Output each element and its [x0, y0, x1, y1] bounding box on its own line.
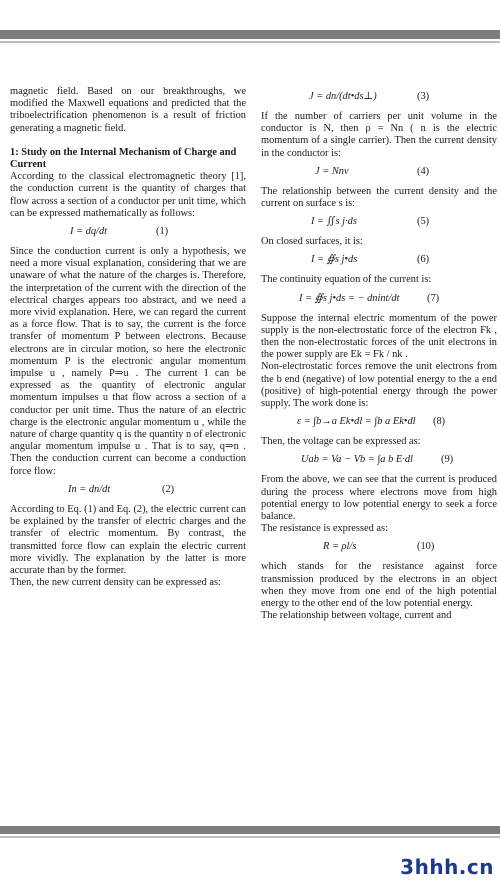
equation-1 — [10, 223, 246, 243]
equation-4-number: (4) — [417, 165, 430, 177]
equation-8 — [261, 413, 497, 433]
equation-9-number: (9) — [441, 454, 454, 466]
paragraph-force-flow: Since the conduction current is only a hypothesis, we need a more visual explanation, considering that we are unaware of what the nature of the charges is. Therefore, the interpretation of the current with the direction of the electrical charges appears too abstract, and we need a more vivid explanation. Here, we can regard the current as a force flow. That is to say, the current is the force transfer of momentum P between electrons. Because electrons are in circular motion, so here the electronic momentum P is the electronic angular momentum impulse u , namely P⇒u . The current I can be expressed as the quantity of electronic angular momentum impulses u that flow across a section of a conductor per unit time. Thus the nature of an electric charge is the electronic angular momentum u , while the nature of charge quantity q is the quantity n of electronic angular momentum impulse u . That is to say, q⇒n . Then the conduction current can become a conduction force flow: — [10, 246, 246, 477]
equation-6-number: (6) — [417, 254, 430, 266]
equation-7-formula: I = ∯s j•ds = − dnint/dt — [299, 292, 400, 304]
left-column — [10, 86, 246, 589]
equation-9-formula: Uab = Va − Vb = ∫a b E·dl — [301, 454, 413, 466]
equation-3-number: (3) — [417, 91, 430, 102]
document-page — [10, 86, 497, 821]
intro-paragraph: magnetic field. Based on our breakthroughs, we modified the Maxwell equations and predicted that the triboelectrification phenomenon is a result of friction generating a magnetic field. — [10, 86, 246, 134]
paragraph-carriers: If the number of carriers per unit volume in the conductor is N, then ρ = Nn ( n is the electric momentum of a single carrier). Then the current density in the conductor is: — [261, 111, 497, 159]
paragraph-current-density-intro: Then, the new current density can be expressed as: — [10, 577, 221, 589]
paragraph-closed-surfaces: On closed surfaces, it is: — [261, 236, 363, 248]
bottom-rule-thin — [0, 836, 500, 838]
equation-2-formula: In = dn/dt — [68, 483, 111, 495]
equation-5 — [261, 213, 497, 233]
paragraph-force-balance: From the above, we can see that the current is produced during the process where electrons move from high potential energy to low potential energy to seek a force balance. — [261, 474, 497, 523]
equation-7 — [261, 290, 497, 310]
paragraph-resistance-intro: The resistance is expressed as: — [261, 523, 388, 535]
equation-1-formula: I = dq/dt — [70, 226, 108, 238]
paragraph-resistance-meaning: which stands for the resistance against force transmission produced by the electrons in an object when they move from one end of the high potential energy to the other end of the low potential energy. — [261, 561, 497, 610]
equation-5-formula: I = ∬s j·ds — [311, 216, 357, 228]
paragraph-voltage: Then, the voltage can be expressed as: — [261, 436, 421, 448]
paragraph-eq-comparison: According to Eq. (1) and Eq. (2), the electric current can be explained by the transfer of electric charges and the transfer of electric momentum. By contrast, the transmitted force flow can explain the electric current more vividly. The explanation by the latter is more accurate than by the former. — [10, 503, 246, 576]
paragraph-non-electrostatic-force: Suppose the internal electric momentum of the power supply is the non-electrostatic force of the electron Fk , then the non-electrostatic forces of the unit electrons in the power supply are Ek = Fk / nk . — [261, 312, 497, 361]
paragraph-relationship: The relationship between voltage, current and — [261, 610, 452, 622]
paragraph-density-relationship: The relationship between the current density and the current on surface s is: — [261, 185, 497, 210]
right-column — [261, 86, 497, 622]
paragraph-classical-theory: According to the classical electromagnetic theory [1], the conduction current is the quantity of charges that flow across a section of a conductor per unit time, which can be expressed mathematically as follows: — [10, 171, 246, 219]
top-rule — [0, 30, 500, 39]
bottom-rule — [0, 826, 500, 834]
equation-10-formula: R = ρl/s — [323, 541, 357, 553]
equation-7-number: (7) — [427, 292, 440, 304]
section-heading: 1: Study on the Internal Mechanism of Charge and Current — [10, 146, 237, 171]
top-rule-thin — [0, 41, 500, 43]
equation-3 — [261, 88, 497, 108]
equation-2 — [10, 481, 246, 501]
watermark-logo: 3hhh.cn — [400, 855, 494, 879]
equation-3-formula: J = dn/(dt•ds⊥) — [309, 91, 377, 102]
equation-8-number: (8) — [433, 416, 446, 428]
equation-4-formula: J = Nnv — [315, 165, 349, 177]
equation-5-number: (5) — [417, 216, 430, 228]
equation-10 — [261, 538, 497, 558]
equation-2-number: (2) — [162, 483, 175, 495]
equation-8-formula: ε = ∫b→a Ek•dl = ∫b a Ek•dl — [297, 416, 416, 428]
equation-6-formula: I = ∯s j•ds — [311, 254, 358, 266]
equation-6 — [261, 251, 497, 271]
paragraph-work-done: Non-electrostatic forces remove the unit electrons from the b end (negative) of low potential energy to the a end (positive) of high-potential energy through the power supply. The work done is: — [261, 361, 497, 410]
equation-1-number: (1) — [156, 226, 169, 238]
equation-4 — [261, 163, 497, 183]
equation-9 — [261, 451, 497, 471]
paragraph-continuity: The continuity equation of the current is: — [261, 274, 432, 286]
equation-10-number: (10) — [417, 541, 435, 553]
